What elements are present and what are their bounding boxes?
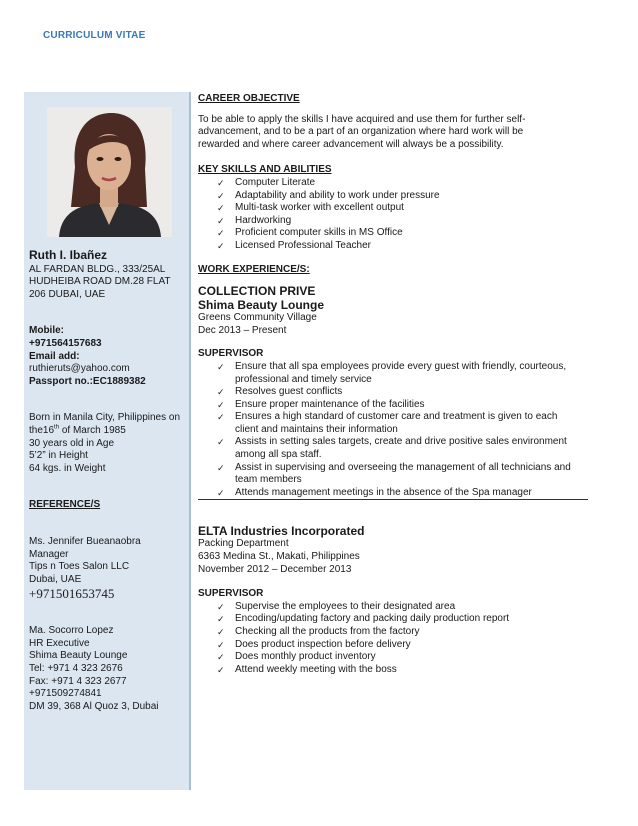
list-item: ✓ Computer Literate: [217, 176, 316, 188]
list-item: ✓ Assist in supervising and overseeing the management of all technicians and team members: [217, 461, 571, 486]
objective-line: To be able to apply the skills I have acquired and use them for further self-: [198, 113, 526, 125]
list-item: ✓ Attends management meetings in the absence of the Spa manager: [198, 487, 588, 501]
reference-1-location: Dubai, UAE: [29, 573, 82, 585]
reference-2-position: HR Executive: [29, 637, 90, 649]
work-experience-heading: WORK EXPERIENCE/S:: [198, 263, 310, 275]
skills-list: [198, 177, 588, 253]
job-1-title: SUPERVISOR: [198, 348, 264, 360]
checkmark-icon: ✓: [217, 228, 225, 239]
birth-place: Born in Manila City, Philippines on: [29, 412, 181, 424]
list-item: ✓ Supervise the employees to their designated area: [217, 600, 456, 612]
list-item: ✓ Resolves guest conflicts: [217, 386, 343, 398]
checkmark-icon: ✓: [217, 614, 225, 625]
checkmark-icon: ✓: [217, 240, 225, 251]
age: 30 years old in Age: [29, 437, 115, 449]
career-objective-heading: CAREER OBJECTIVE: [198, 93, 300, 104]
list-item: ✓ Checking all the products from the factory: [217, 626, 420, 637]
checkmark-icon: ✓: [217, 412, 225, 423]
address-line: 206 DUBAI, UAE: [29, 288, 106, 300]
job-1-duties: [198, 361, 588, 501]
email-address[interactable]: ruthieruts@yahoo.com: [29, 363, 130, 375]
reference-2-fax: Fax: +971 4 323 2677: [29, 675, 127, 687]
job-2-address: 6363 Medina St., Makati, Philippines: [198, 551, 360, 563]
checkmark-icon: ✓: [217, 399, 225, 410]
reference-1-phone: +971501653745: [29, 586, 115, 602]
reference-2-name: Ma. Socorro Lopez: [29, 625, 114, 637]
reference-2-tel: Tel: +971 4 323 2676: [29, 663, 123, 675]
objective-line: advancement, and to be a part of an organization where hard work will be: [198, 126, 524, 138]
list-item: ✓ Proficient computer skills in MS Office: [217, 227, 403, 239]
checkmark-icon: ✓: [217, 487, 225, 498]
height: 5’2” in Height: [29, 450, 88, 462]
checkmark-icon: ✓: [217, 215, 225, 226]
address-line: AL FARDAN BLDG., 333/25AL: [29, 263, 166, 275]
job-2-title: SUPERVISOR: [198, 588, 264, 600]
checkmark-icon: ✓: [217, 639, 225, 650]
document-title: CURRICULUM VITAE: [43, 30, 146, 41]
job-2-company: ELTA Industries Incorporated: [198, 524, 365, 539]
objective-line: rewarded and where career advancement will always be a possibility.: [198, 138, 504, 150]
checkmark-icon: ✓: [217, 177, 225, 188]
list-item: ✓ Adaptability and ability to work under pressure: [217, 189, 440, 201]
portrait-image: [47, 107, 172, 237]
main-content: [198, 93, 588, 676]
address-line: HUDHEIBA ROAD DM.28 FLAT: [29, 276, 171, 288]
list-item: ✓ Ensure proper maintenance of the facilities: [217, 398, 425, 410]
mobile-number: +971564157683: [29, 337, 102, 349]
reference-2-address: DM 39, 368 Al Quoz 3, Dubai: [29, 700, 159, 712]
list-item: ✓ Ensure that all spa employees provide every guest with friendly, courteous, professional and timely service: [217, 360, 567, 385]
checkmark-icon: ✓: [217, 664, 225, 675]
list-item: ✓ Does monthly product inventory: [217, 651, 376, 663]
job-1-location: Greens Community Village: [198, 312, 317, 324]
job-2-department: Packing Department: [198, 538, 289, 550]
checkmark-icon: ✓: [217, 437, 225, 448]
list-item: ✓ Does product inspection before delivery: [217, 638, 411, 650]
sidebar-contact: [29, 249, 191, 713]
list-item: ✓ Attend weekly meeting with the boss: [217, 663, 397, 675]
candidate-name: Ruth I. Ibañez: [29, 248, 107, 262]
skills-heading: KEY SKILLS AND ABILITIES: [198, 164, 332, 176]
checkmark-icon: ✓: [217, 361, 225, 372]
passport-number: Passport no.:EC1889382: [29, 375, 146, 387]
reference-1-name: Ms. Jennifer Bueanaobra: [29, 535, 141, 547]
reference-2-company: Shima Beauty Lounge: [29, 650, 128, 662]
list-item: ✓ Assists in setting sales targets, create and drive positive sales environment among all spa staff.: [217, 436, 567, 461]
checkmark-icon: ✓: [217, 462, 225, 473]
job-2-duties: [198, 601, 588, 677]
weight: 64 kgs. in Weight: [29, 462, 106, 474]
profile-photo: [47, 107, 172, 237]
checkmark-icon: ✓: [217, 627, 225, 637]
job-1-company: COLLECTION PRIVE: [198, 284, 316, 299]
checkmark-icon: ✓: [217, 203, 225, 214]
references-heading: REFERENCE/S: [29, 499, 101, 511]
checkmark-icon: ✓: [217, 652, 225, 663]
list-item: ✓ Ensures a high standard of customer care and treatment is given to each client and maintains their information: [217, 411, 558, 435]
email-label: Email add:: [29, 350, 80, 362]
job-1-dates: Dec 2013 – Present: [198, 324, 287, 336]
job-2-dates: November 2012 – December 2013: [198, 563, 352, 575]
reference-2-mobile: +971509274841: [29, 688, 102, 700]
list-item: ✓ Licensed Professional Teacher: [217, 239, 372, 251]
checkmark-icon: ✓: [217, 190, 225, 201]
list-item: ✓ Encoding/updating factory and packing daily production report: [217, 613, 510, 625]
list-item: ✓ Hardworking: [217, 214, 292, 226]
checkmark-icon: ✓: [217, 601, 225, 612]
birth-date: the16th of March 1985: [29, 424, 126, 436]
list-item: ✓ Multi-task worker with excellent output: [217, 202, 404, 214]
reference-1-position: Manager: [29, 548, 69, 560]
mobile-label: Mobile:: [29, 325, 64, 337]
checkmark-icon: ✓: [217, 387, 225, 398]
job-1-brand: Shima Beauty Lounge: [198, 298, 325, 313]
reference-1-company: Tips n Toes Salon LLC: [29, 561, 130, 573]
